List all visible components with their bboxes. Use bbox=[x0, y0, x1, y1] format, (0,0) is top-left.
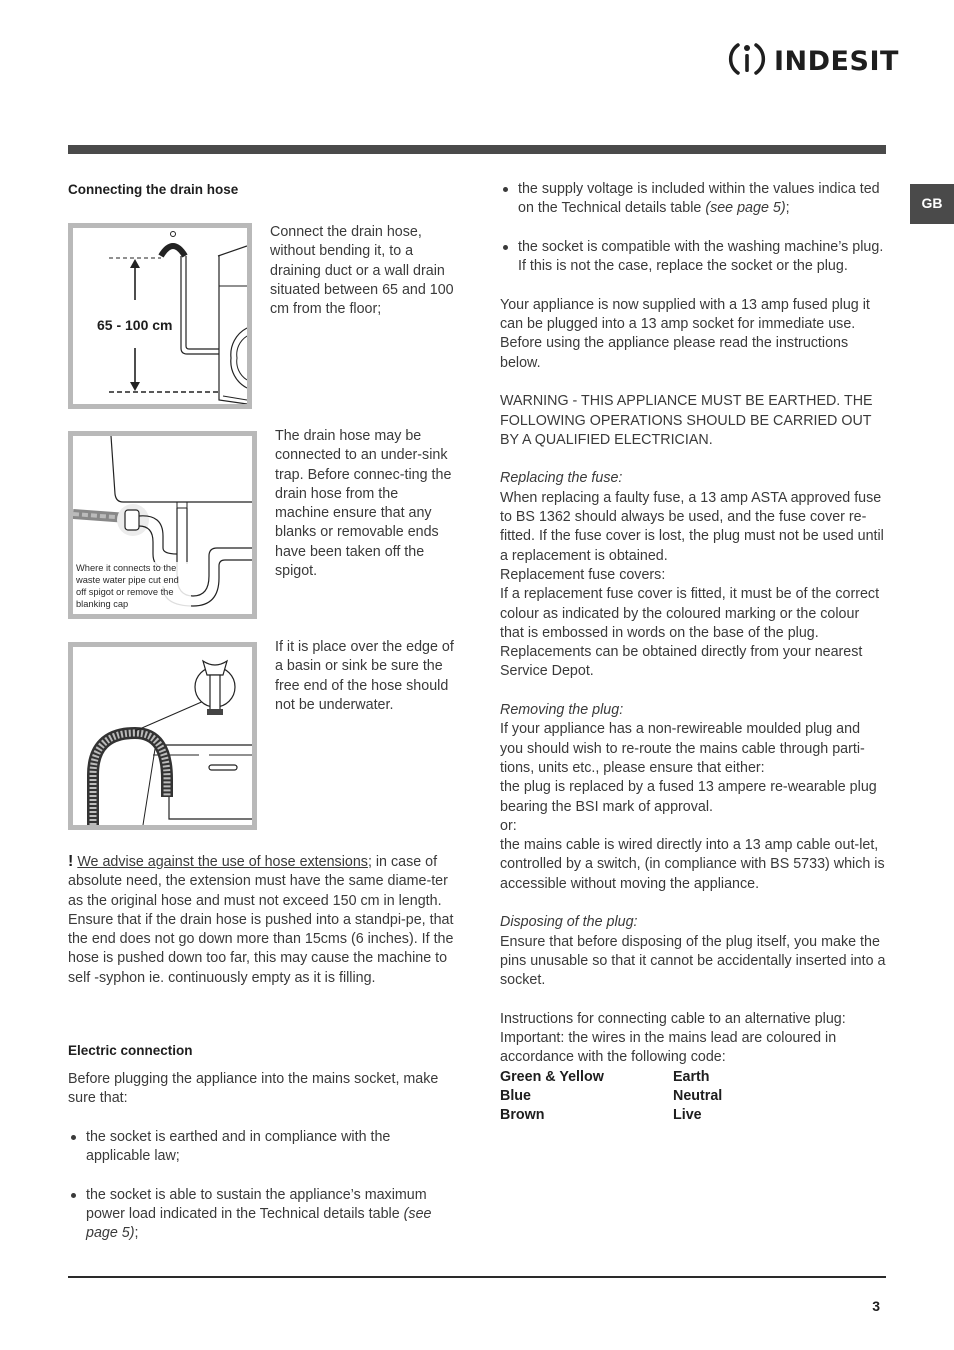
wire-colour: Blue bbox=[500, 1087, 531, 1104]
basin-edge-illustration bbox=[68, 642, 257, 830]
hose-over-basin-icon bbox=[73, 647, 252, 825]
fuse-covers-text: If a replacement fuse cover is fitted, it must be of the correct colour as indicated by the coloured marking or the colour that is embossed in words on the base of the plug. Replacements can be obtained directly from your nearest Service Depot. bbox=[500, 586, 880, 680]
hose-extension-warning bbox=[68, 852, 454, 911]
undersink-trap-illustration bbox=[68, 431, 257, 619]
earthing-warning-text: WARNING - THIS APPLIANCE MUST BE EARTHED. THE FOLLOWING OPERATIONS SHOULD BE CARRIED OUT BY A QUALIFIED ELECTRICIAN. bbox=[500, 393, 873, 448]
warning-underlined-text: We advise against the use of hose extensions bbox=[77, 854, 368, 870]
checklist-item: the socket is compatible with the washing machine’s plug. If this is not the case, replace the socket or the plug. bbox=[500, 238, 886, 277]
wire-function: Live bbox=[673, 1107, 702, 1124]
footer-divider bbox=[68, 1276, 886, 1278]
electric-connection-section bbox=[68, 1042, 454, 1263]
disposing-plug-text: Ensure that before disposing of the plug itself, you make the pins unusable so that it cannot be accidentally inserted into a socket. bbox=[500, 933, 886, 989]
dimension-label: 65 - 100 cm bbox=[95, 316, 175, 335]
electric-checklist-continued bbox=[500, 180, 886, 276]
removing-plug-or: or: bbox=[500, 817, 517, 834]
figure-basin-edge bbox=[68, 639, 454, 830]
drain-height-text: Connect the drain hose, without bending it, to a draining duct or a wall drain situated between 65 and 100 cm from the floor; bbox=[270, 224, 454, 318]
left-column bbox=[68, 181, 454, 1242]
replacing-fuse-text: When replacing a faulty fuse, a 13 amp ASTA approved fuse to BS 1362 should always be used, and the fuse cover re-fitted. If the fuse cover is lost, the plug must not be used until a replacement is obtained. bbox=[500, 489, 884, 564]
electric-intro: Before plugging the appliance into the mains socket, make sure that: bbox=[68, 1071, 439, 1107]
removing-plug-text: If your appliance has a non-rewireable moulded plug and you should wish to re-route the mains cable through parti-tions, units etc., please ensure that either: bbox=[500, 721, 865, 776]
removing-plug-option2: the mains cable is wired directly into a 13 amp cable out-let, controlled by a switch, (in compliance with BS 5733) which is accessible without moving the appliance. bbox=[500, 837, 885, 892]
checklist-item: the socket is earthed and in compliance with the applicable law; bbox=[68, 1128, 454, 1167]
brand-name: INDESIT bbox=[774, 46, 899, 78]
drain-height-illustration bbox=[68, 223, 252, 409]
alt-plug-instructions: Instructions for connecting cable to an alternative plug: bbox=[500, 1010, 846, 1027]
page-number: 3 bbox=[872, 1298, 880, 1314]
wire-colour-intro: Important: the wires in the mains lead are coloured in accordance with the following code: bbox=[500, 1030, 837, 1066]
hose-extension-block bbox=[68, 852, 454, 988]
figure-undersink-trap bbox=[68, 428, 454, 619]
wire-function: Neutral bbox=[673, 1087, 723, 1104]
checklist-item: the socket is able to sustain the appliance’s maximum power load indicated in the Technical details table (see page 5); bbox=[68, 1186, 454, 1244]
disposing-plug-heading: Disposing of the plug: bbox=[500, 914, 638, 931]
fuse-covers-label: Replacement fuse covers: bbox=[500, 566, 666, 583]
wire-colour: Green & Yellow bbox=[500, 1068, 604, 1085]
language-tab: GB bbox=[910, 184, 954, 224]
checklist-item: the supply voltage is included within the values indica ted on the Technical details table (see page 5); bbox=[500, 180, 886, 219]
removing-plug-option1: the plug is replaced by a fused 13 ampere re-wearable plug bearing the BSI mark of approval. bbox=[500, 779, 877, 815]
trap-caption: Where it connects to the waste water pipe cut end off spigot or remove the blanking cap bbox=[76, 562, 191, 610]
standpipe-text: Ensure that if the drain hose is pushed into a standpi-pe, that the end does not go down more than 15cms (6 inches). If the hose is pushed down too far, this may cause the machine to self -syphon ie. continuously empty as it is filling. bbox=[68, 911, 454, 986]
wire-colour-table bbox=[500, 1068, 886, 1126]
removing-plug-heading: Removing the plug: bbox=[500, 702, 624, 719]
supplied-plug-text: Your appliance is now supplied with a 13 amp fused plug it can be plugged into a 13 amp socket for immediate use. Before using the appliance please read the instructions below. bbox=[500, 296, 870, 371]
right-column bbox=[500, 180, 886, 1126]
warning-rest-text: ; in case of absolute need, the extension must have the same diame-ter as the original hose and must not exceed 150 cm in length. bbox=[68, 854, 448, 909]
header-divider-bar bbox=[68, 145, 886, 154]
section-heading-electric: Electric connection bbox=[68, 1043, 193, 1058]
wire-colour: Brown bbox=[500, 1107, 545, 1124]
indesit-i-icon bbox=[726, 38, 768, 86]
undersink-trap-text: The drain hose may be connected to an under-sink trap. Before connec-ting the drain hose from the machine ensure that any blanks or removable ends have been taken off the spigot. bbox=[275, 428, 452, 580]
wire-function: Earth bbox=[673, 1068, 710, 1085]
warning-exclamation-icon: ! bbox=[68, 853, 74, 870]
replacing-fuse-heading: Replacing the fuse: bbox=[500, 470, 623, 487]
electric-checklist bbox=[68, 1128, 454, 1244]
section-heading-drain-hose: Connecting the drain hose bbox=[68, 182, 239, 197]
basin-edge-text: If it is place over the edge of a basin or sink be sure the free end of the hose should not be underwater. bbox=[275, 639, 454, 713]
figure-drain-height bbox=[68, 223, 454, 409]
brand-logo bbox=[726, 41, 899, 83]
